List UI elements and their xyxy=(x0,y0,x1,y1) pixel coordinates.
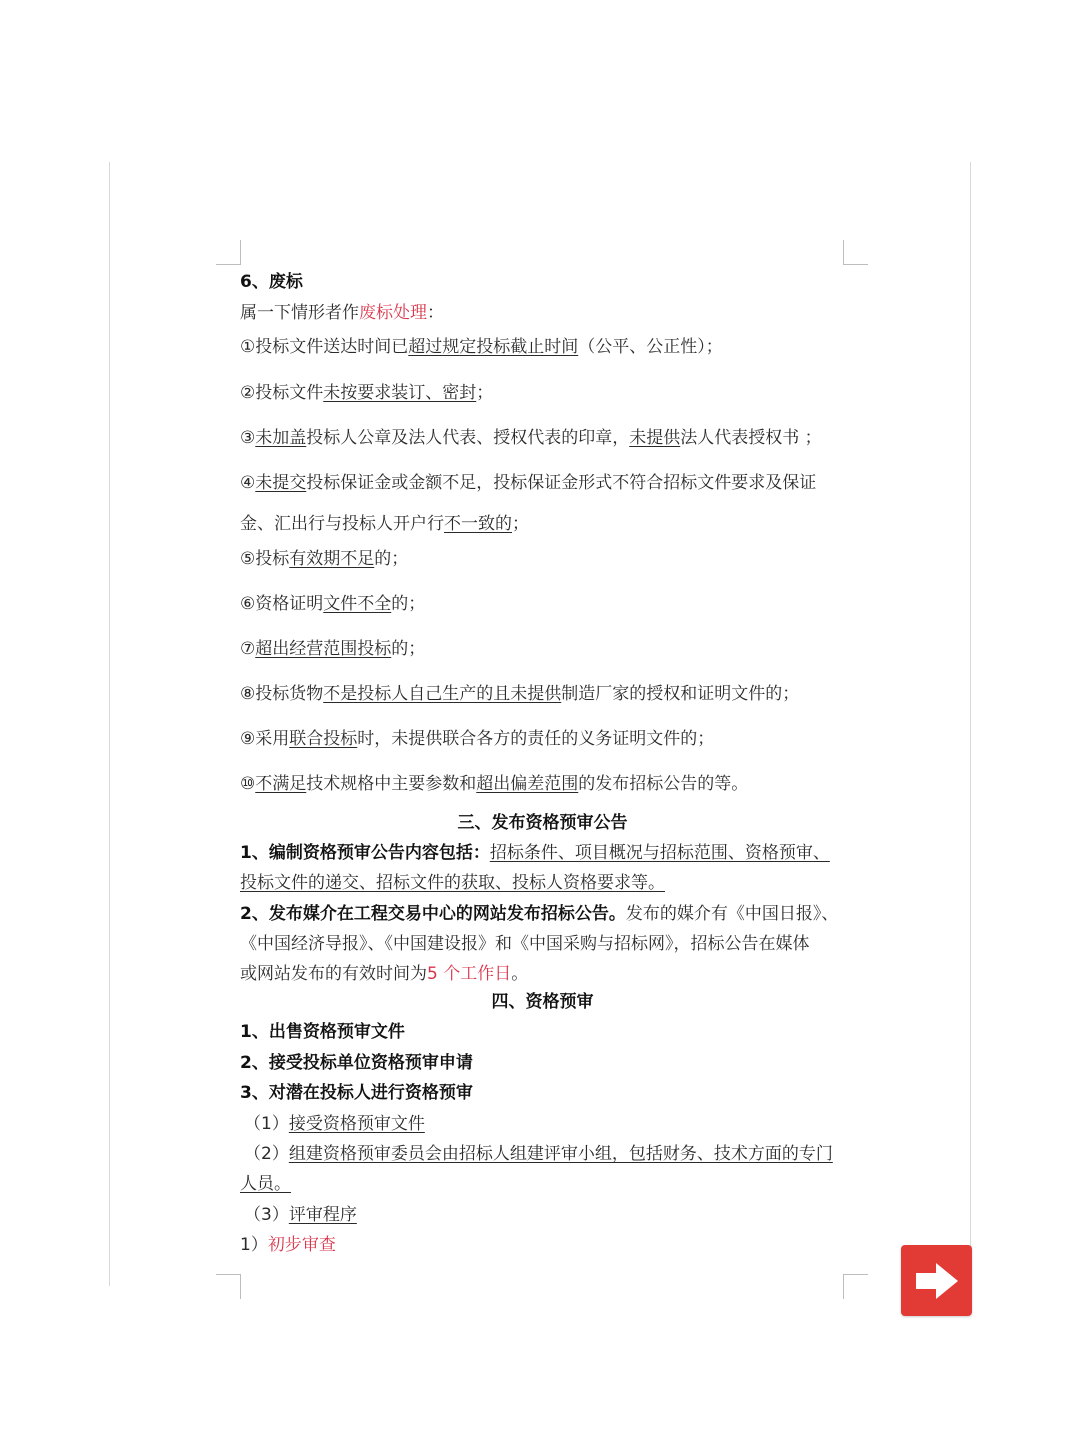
list-item xyxy=(240,427,822,449)
next-page-button[interactable] xyxy=(901,1245,972,1316)
item-underlined: 人员。 xyxy=(240,1174,291,1194)
list-item xyxy=(240,336,723,358)
part3-title: 三、发布资格预审公告 xyxy=(457,813,628,833)
crop-mark-bottom-left xyxy=(216,1274,241,1299)
page-edge-right xyxy=(970,162,971,1286)
item-underlined: 未按要求装订、密封 xyxy=(323,383,477,403)
item-text: 的； xyxy=(391,594,426,614)
list-item xyxy=(240,548,408,570)
item-text: （公平、公正性）； xyxy=(578,337,723,357)
item-underlined: 超过规定投标截止时间 xyxy=(408,337,579,357)
item-text: 投标保证金或金额不足，投标保证金形式不符合招标文件要求及保证 xyxy=(306,473,817,493)
item-underlined: 不是投标人自己生产的且未提供 xyxy=(323,684,562,704)
item-underlined: 未提供 xyxy=(629,428,681,448)
item-underlined: 投标文件的递交、招标文件的获取、投标人资格要求等。 xyxy=(240,873,665,893)
intro-colon: ： xyxy=(427,303,444,323)
page-edge-left xyxy=(109,162,110,1286)
item-text: 金、汇出行与投标人开户行 xyxy=(240,514,444,534)
part4-sub-2-cont xyxy=(240,1173,291,1195)
item-text: ⑨采用 xyxy=(240,729,290,749)
highlight-initial-review: 初步审查 xyxy=(267,1235,336,1255)
list-item xyxy=(240,773,748,795)
part4-heading-1: 1、出售资格预审文件 xyxy=(240,1022,405,1042)
item-text: 技术规格中主要参数和 xyxy=(306,774,477,794)
item-text: 时，未提供联合各方的责任的义务证明文件的； xyxy=(357,729,715,749)
part3-paragraph1-line2 xyxy=(240,872,665,894)
item-text: 投标人公章及法人代表、授权代表的印章， xyxy=(306,428,630,448)
item-text: ⑤投标 xyxy=(240,549,290,569)
list-item xyxy=(240,593,425,615)
list-item xyxy=(240,513,529,535)
arrow-right-icon xyxy=(914,1260,960,1302)
item-text: 发布的媒介有《中国日报》、 xyxy=(625,904,839,924)
item-text: ； xyxy=(476,383,494,403)
list-item xyxy=(240,472,816,494)
list-item xyxy=(240,638,425,660)
part3-paragraph2-line2: 《中国经济导报》、《中国建设报》和《中国采购与招标网》，招标公告在媒体 xyxy=(240,934,810,954)
part4-heading-2: 2、接受投标单位资格预审申请 xyxy=(240,1053,473,1073)
item-underlined: 组建资格预审委员会由招标人组建评审小组，包括财务、技术方面的专门 xyxy=(288,1144,833,1164)
paragraph-heading: 1、编制资格预审公告内容包括： xyxy=(240,843,490,863)
item-underlined: 未提交 xyxy=(255,473,307,493)
paragraph-heading: 2、发布媒介在工程交易中心的网站发布招标公告。 xyxy=(240,904,626,924)
item-underlined: 接受资格预审文件 xyxy=(288,1114,425,1134)
part4-sub-1 xyxy=(244,1113,425,1135)
item-underlined: 不满足 xyxy=(255,774,307,794)
item-text: 制造厂家的授权和证明文件的； xyxy=(561,684,800,704)
list-item xyxy=(240,683,799,705)
sub-number: （2） xyxy=(244,1144,289,1164)
sub-number: （1） xyxy=(244,1114,289,1134)
part4-heading-3: 3、对潜在投标人进行资格预审 xyxy=(240,1083,473,1103)
list-item xyxy=(240,728,714,750)
part4-sub-2 xyxy=(244,1143,833,1165)
item-text: ⑧投标货物 xyxy=(240,684,324,704)
item-text: ②投标文件 xyxy=(240,383,324,403)
item-underlined: 不一致的 xyxy=(444,514,512,534)
item-text: ①投标文件送达时间已 xyxy=(240,337,409,357)
section6-title: 6、废标 xyxy=(240,272,303,292)
sub-number: （3） xyxy=(244,1205,289,1225)
item-text: ④ xyxy=(240,473,256,493)
section6-intro xyxy=(240,302,444,324)
part4-sub-4 xyxy=(240,1234,336,1256)
item-underlined: 文件不全 xyxy=(323,594,392,614)
item-text: ③ xyxy=(240,428,256,448)
crop-mark-bottom-right xyxy=(843,1274,868,1299)
part3-paragraph2-line1 xyxy=(240,903,838,925)
item-text: 的发布招标公告的等。 xyxy=(578,774,749,794)
item-underlined: 超出经营范围投标 xyxy=(255,639,392,659)
crop-mark-top-left xyxy=(216,240,241,265)
item-underlined: 未加盖 xyxy=(255,428,307,448)
item-text: 或网站发布的有效时间为 xyxy=(240,964,427,984)
item-text: ⑩ xyxy=(240,774,256,794)
crop-mark-top-right xyxy=(843,240,868,265)
item-text: ； xyxy=(512,514,529,534)
intro-text: 属一下情形者作 xyxy=(240,303,359,323)
item-underlined: 联合投标 xyxy=(289,729,358,749)
intro-highlight: 废标处理 xyxy=(359,303,427,323)
item-text: 。 xyxy=(511,964,529,984)
part3-paragraph2-line3 xyxy=(240,963,528,985)
item-text: 的； xyxy=(374,549,409,569)
highlight-duration: 5 个工作日 xyxy=(427,964,512,984)
part3-paragraph1-line1 xyxy=(240,842,830,864)
item-underlined: 有效期不足 xyxy=(289,549,375,569)
item-underlined: 评审程序 xyxy=(288,1205,357,1225)
item-text: 的； xyxy=(391,639,426,659)
part4-title: 四、资格预审 xyxy=(491,992,594,1012)
list-item xyxy=(240,382,493,404)
part4-sub-3 xyxy=(244,1204,357,1226)
item-text: ⑦ xyxy=(240,639,256,659)
item-underlined: 超出偏差范围 xyxy=(476,774,579,794)
item-text: 法人代表授权书 ； xyxy=(680,428,822,448)
item-underlined: 招标条件、项目概况与招标范围、资格预审、 xyxy=(489,843,830,863)
sub-number: 1） xyxy=(240,1235,268,1255)
item-text: ⑥资格证明 xyxy=(240,594,324,614)
